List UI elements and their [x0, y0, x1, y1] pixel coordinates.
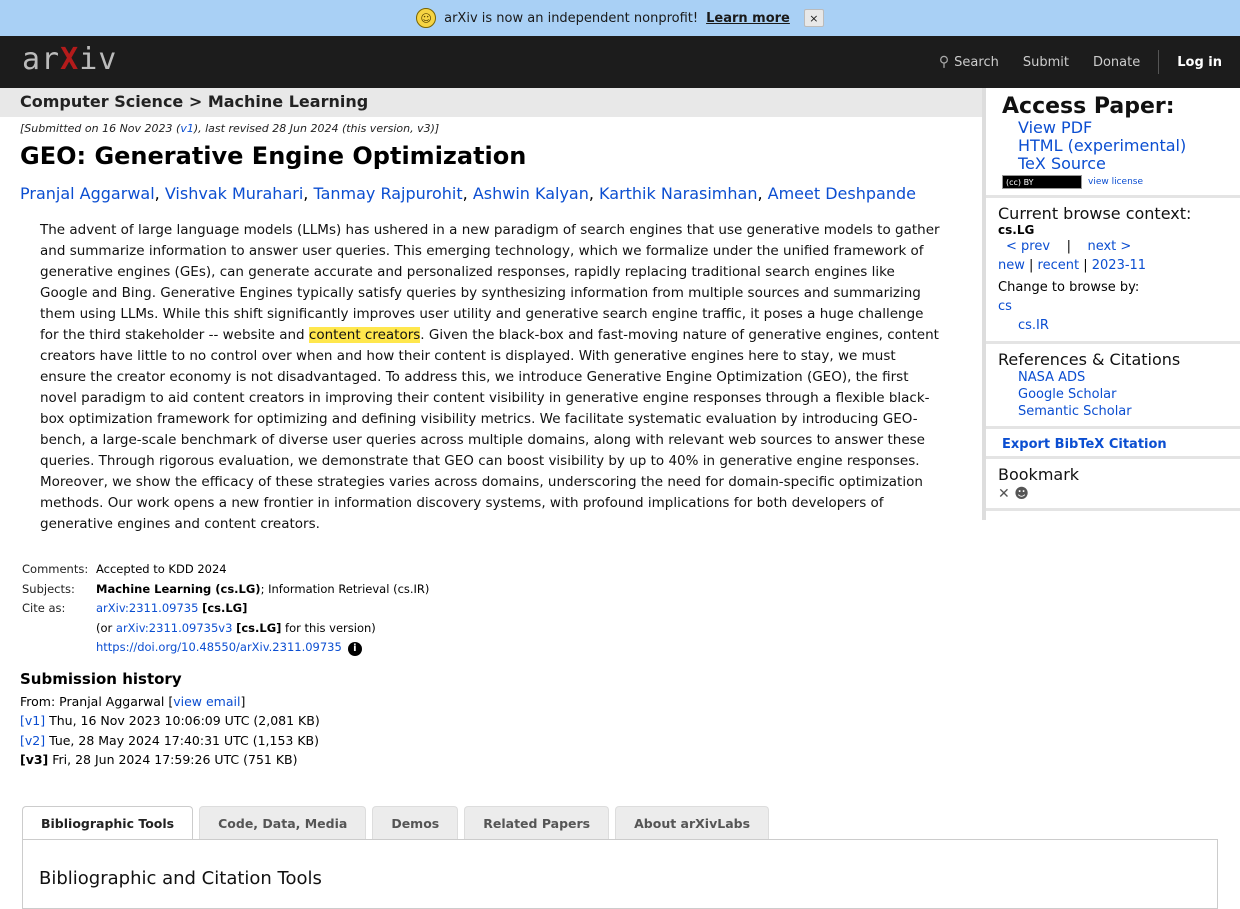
export-bibtex-link[interactable]: Export BibTeX Citation [1002, 437, 1167, 452]
cite-spacer [20, 619, 94, 639]
browse-cs-row [998, 297, 1228, 316]
logo-text-iv: iv [79, 42, 118, 77]
tab-demos[interactable]: Demos [372, 806, 458, 840]
export-section [986, 429, 1240, 459]
version-text: Fri, 28 Jun 2024 17:59:26 UTC (751 KB) [48, 752, 298, 767]
version-link[interactable]: [v1] [20, 713, 46, 728]
cite-version-link[interactable]: arXiv:2311.09735v3 [115, 620, 233, 635]
view-email-link[interactable]: view email [173, 693, 241, 709]
submission-dates [20, 122, 439, 135]
search-button[interactable] [939, 54, 999, 70]
view-pdf-link[interactable]: View PDF [1018, 118, 1093, 137]
from-prefix: From: Pranjal Aggarwal [ [20, 693, 174, 709]
learn-more-link[interactable]: Learn more [706, 10, 790, 26]
bookmark-icons [998, 486, 1228, 502]
month-link[interactable]: 2023-11 [1091, 258, 1147, 273]
google-scholar-link[interactable]: Google Scholar [1018, 387, 1117, 402]
nasa-row [1018, 369, 1228, 386]
abstract [40, 220, 945, 535]
doi-row [94, 638, 431, 658]
from-suffix: ] [240, 693, 246, 709]
author-link[interactable]: Ameet Deshpande [767, 184, 916, 203]
version-row [20, 750, 320, 770]
version-text: Tue, 28 May 2024 17:40:31 UTC (1,153 KB) [45, 732, 320, 748]
tab-bar [22, 806, 775, 840]
license-row [1002, 175, 1228, 189]
tab-related-papers[interactable]: Related Papers [464, 806, 609, 840]
history-title: Submission history [20, 670, 182, 688]
donate-link[interactable]: Donate [1092, 54, 1141, 70]
semantic-scholar-link[interactable]: Semantic Scholar [1018, 404, 1132, 419]
context-value: cs.LG [998, 223, 1035, 237]
submit-link[interactable]: Submit [1022, 54, 1069, 70]
semantic-row [1018, 403, 1228, 420]
browse-context-section [986, 198, 1240, 344]
change-browse-label: Change to browse by: [998, 280, 1140, 295]
metadata-table [20, 560, 431, 658]
author-link[interactable]: Ashwin Kalyan [472, 184, 589, 203]
highlighted-text: content creators [308, 327, 421, 343]
author-link[interactable]: Vishvak Murahari [164, 184, 304, 203]
tab-panel [22, 839, 1218, 909]
nasa-ads-link[interactable]: NASA ADS [1018, 370, 1086, 385]
nav-divider [1158, 50, 1159, 74]
context-title: Current browse context: [998, 204, 1192, 223]
html-link[interactable]: HTML (experimental) [1018, 136, 1187, 155]
cite-value [94, 599, 431, 619]
cc-license-badge[interactable]: (cc) BY [1002, 175, 1082, 189]
recent-link[interactable]: recent [1037, 258, 1080, 273]
login-link[interactable]: Log in [1177, 54, 1222, 70]
cite2-suffix: for this version) [281, 620, 376, 635]
access-title: Access Paper: [1002, 94, 1175, 119]
new-link[interactable]: new [998, 258, 1025, 273]
author-list: Pranjal Aggarwal, Vishvak Murahari, Tanmay Rajpurohit, Ashwin Kalyan, Karthik Narasimhan, Ameet Deshpande [20, 184, 916, 203]
browse-cs-link[interactable]: cs [998, 299, 1012, 314]
history-from [20, 692, 320, 712]
cite-version [94, 619, 431, 639]
breadcrumb: Computer Science > Machine Learning [0, 88, 982, 117]
tab-about-arxivlabs[interactable]: About arXivLabs [615, 806, 769, 840]
reddit-icon[interactable]: ☻ [1014, 486, 1029, 502]
logo-text-x: X [60, 42, 80, 77]
divider: | [1083, 258, 1088, 273]
cite-category: [cs.LG] [202, 601, 248, 616]
bookmark-section [986, 459, 1240, 511]
submission-history [20, 670, 320, 770]
comments-value: Accepted to KDD 2024 [96, 562, 227, 576]
view-license-link[interactable]: view license [1088, 177, 1144, 187]
arxiv-logo[interactable] [22, 42, 117, 77]
subjects-label: Subjects: [22, 581, 75, 596]
cite2-prefix: (or [96, 620, 116, 635]
current-version-tag: [v3] [20, 752, 49, 767]
doi-spacer [20, 638, 94, 658]
divider: | [1029, 258, 1034, 273]
next-link[interactable]: next > [1087, 239, 1132, 254]
subjects-value [94, 580, 431, 600]
banner-text: arXiv is now an independent nonprofit! [444, 10, 699, 26]
primary-subject: Machine Learning (cs.LG) [96, 581, 261, 596]
version-link[interactable]: [v2] [20, 732, 46, 748]
browse-csir-row [1018, 316, 1228, 335]
abstract-text: The advent of large language models (LLMs) has ushered in a new paradigm of search engines that use generative models to gather and summarize information to answer user queries. This emerging technology, which we formalize under the unified framework of generative engines (GEs), can generate accurate and personalized responses, rapidly replacing traditional search engines like Google and Bing. Generative Engines typically satisfy queries by synthesizing information from multiple sources and summarizing them using LLMs. While this shift significantly improves user utility and generative search engine traffic, it poses a huge challenge for the third stakeholder -- website and [40, 222, 940, 343]
submitted-suffix: ), last revised 28 Jun 2024 (this version, v3)] [193, 122, 440, 135]
close-banner-button[interactable]: × [804, 9, 824, 27]
version-text: Thu, 16 Nov 2023 10:06:09 UTC (2,081 KB) [45, 713, 320, 728]
abstract-text-continued: . Given the black-box and fast-moving nature of generative engines, content creators have little to no control over when and how their content is displayed. With generative engines here to stay, we must ensure the creator economy is not disadvantaged. To address this, we introduce Generative Engine Optimization (GEO), the first novel paradigm to aid content creators in improving their content visibility in generative engine responses through a flexible black-box optimization framework for optimizing and defining visibility metrics. We facilitate systematic evaluation by introducing GEO-bench, a large-scale benchmark of diverse user queries across multiple domains, along with relevant web sources to answer these queries. Through rigorous evaluation, we demonstrate that GEO can boost visibility by up to 40% in generative engine responses. Moreover, we show the efficacy of these strategies varies across domains, underscoring the need for domain-specific optimization methods. Our work opens a new frontier in information discovery systems, with profound implications for both developers of generative engines and content creators. [40, 327, 939, 532]
version-row [20, 711, 320, 731]
cite-id-link[interactable]: arXiv:2311.09735 [96, 601, 199, 616]
browse-links-row [998, 256, 1228, 275]
author-link[interactable]: Karthik Narasimhan [599, 184, 758, 203]
access-paper-section [986, 88, 1240, 198]
comments-label: Comments: [22, 562, 89, 576]
cite-label: Cite as: [22, 601, 66, 616]
header-nav [915, 36, 1222, 88]
bibsonomy-icon[interactable]: ✕ [998, 486, 1010, 502]
cite2-category: [cs.LG] [236, 620, 282, 635]
tex-source-link[interactable]: TeX Source [1018, 154, 1106, 173]
divider: | [1066, 239, 1071, 254]
browse-csir-link[interactable]: cs.IR [1018, 318, 1049, 333]
tab-code-data-media[interactable]: Code, Data, Media [199, 806, 366, 840]
panel-title: Bibliographic and Citation Tools [39, 868, 322, 889]
submitted-prefix: [Submitted on 16 Nov 2023 ( [20, 122, 181, 135]
top-navigation-bar [0, 36, 1240, 88]
search-icon: ⚲ [938, 54, 950, 70]
paper-title: GEO: Generative Engine Optimization [20, 142, 527, 170]
smiley-icon: ☺ [416, 8, 436, 28]
search-label: Search [954, 54, 999, 70]
references-title: References & Citations [998, 350, 1181, 369]
doi-link[interactable]: https://doi.org/10.48550/arXiv.2311.09735 [96, 640, 342, 655]
prev-link[interactable]: < prev [1006, 239, 1051, 254]
author-link[interactable]: Pranjal Aggarwal [20, 184, 155, 203]
tab-bibliographic-tools[interactable]: Bibliographic Tools [22, 806, 193, 840]
info-icon[interactable]: i [348, 642, 362, 656]
secondary-subject: ; Information Retrieval (cs.IR) [260, 581, 430, 596]
sidebar [982, 88, 1240, 520]
author-link[interactable]: Tanmay Rajpurohit [313, 184, 463, 203]
logo-text-ar: ar [22, 42, 61, 77]
version-row [20, 731, 320, 751]
announcement-banner [0, 0, 1240, 36]
scholar-row [1018, 386, 1228, 403]
references-section [986, 344, 1240, 429]
bookmark-title: Bookmark [998, 465, 1080, 484]
v1-link[interactable]: v1 [180, 122, 194, 135]
prev-next-row [1006, 237, 1228, 256]
